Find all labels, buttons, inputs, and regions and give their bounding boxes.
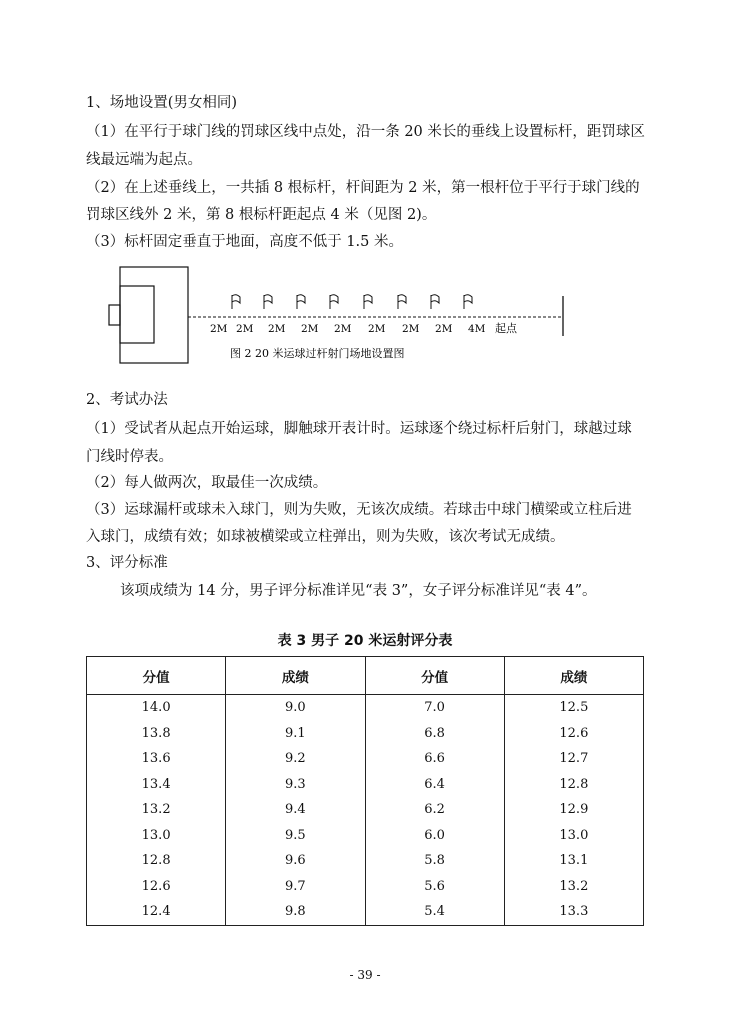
flag-pole-icon <box>232 295 240 309</box>
paragraph-line: （1）在平行于球门线的罚球区线中点处，沿一条 20 米长的垂线上设置标杆，距罚球区 <box>86 124 645 140</box>
page-number: - 39 - <box>349 968 381 982</box>
table-cell: 6.6 <box>365 746 504 772</box>
header-result: 成绩 <box>504 657 643 695</box>
header-result: 成绩 <box>226 657 365 695</box>
table-row <box>87 721 644 747</box>
flag-pole-icon <box>330 295 338 309</box>
table-cell: 6.4 <box>365 772 504 798</box>
scoring-table <box>86 656 644 926</box>
distance-label: 2M <box>236 323 254 335</box>
start-label: 起点 <box>495 322 517 335</box>
table-cell: 9.2 <box>226 746 365 772</box>
table-cell: 14.0 <box>87 695 226 721</box>
table-cell: 13.8 <box>87 721 226 747</box>
table-cell: 5.4 <box>365 899 504 925</box>
header-score: 分值 <box>365 657 504 695</box>
flag-poles <box>232 295 472 309</box>
table-cell: 9.6 <box>226 848 365 874</box>
table-cell: 12.6 <box>87 874 226 900</box>
table-cell: 13.2 <box>87 797 226 823</box>
table-cell: 9.4 <box>226 797 365 823</box>
table-cell: 9.1 <box>226 721 365 747</box>
table-cell: 13.3 <box>504 899 643 925</box>
distance-label: 2M <box>210 323 228 335</box>
table-cell: 5.6 <box>365 874 504 900</box>
header-score: 分值 <box>87 657 226 695</box>
table-cell: 13.4 <box>87 772 226 798</box>
distance-label: 2M <box>268 323 286 335</box>
section-heading-site-setup: 1、场地设置(男女相同) <box>86 95 238 111</box>
table-header-row <box>87 657 644 695</box>
table-row <box>87 746 644 772</box>
flag-pole-icon <box>364 295 372 309</box>
table-cell: 13.0 <box>504 823 643 849</box>
section-heading-test-method: 2、考试办法 <box>86 392 168 408</box>
paragraph-line: （2）每人做两次，取最佳一次成绩。 <box>86 475 328 491</box>
table-row <box>87 772 644 798</box>
paragraph-line: （1）受试者从起点开始运球，脚触球开表计时。运球逐个绕过标杆后射门，球越过球 <box>86 421 632 437</box>
goal-area <box>120 286 154 343</box>
table-cell: 12.4 <box>87 899 226 925</box>
flag-pole-icon <box>297 295 305 309</box>
table-cell: 9.7 <box>226 874 365 900</box>
distance-label: 4M <box>468 323 486 335</box>
distance-label: 2M <box>301 323 319 335</box>
distance-label: 2M <box>435 323 453 335</box>
distance-labels <box>210 323 486 335</box>
distance-label: 2M <box>368 323 386 335</box>
paragraph-line: （3）标杆固定垂直于地面，高度不低于 1.5 米。 <box>86 234 404 250</box>
table-row <box>87 695 644 721</box>
paragraph-line: 罚球区线外 2 米，第 8 根标杆距起点 4 米（见图 2)。 <box>86 207 437 223</box>
figure-caption: 图 2 20 米运球过杆射门场地设置图 <box>230 347 405 360</box>
paragraph-line: （3）运球漏杆或球未入球门，则为失败，无该次成绩。若球击中球门横梁或立柱后进 <box>86 502 632 518</box>
table-cell: 12.7 <box>504 746 643 772</box>
table-cell: 9.8 <box>226 899 365 925</box>
table-title: 表 3 男子 20 米运射评分表 <box>277 633 453 649</box>
table-row <box>87 874 644 900</box>
section-heading-scoring: 3、评分标准 <box>86 555 168 571</box>
distance-label: 2M <box>402 323 420 335</box>
flag-pole-icon <box>398 295 406 309</box>
table-row <box>87 797 644 823</box>
flag-pole-icon <box>431 295 439 309</box>
flag-pole-icon <box>264 295 272 309</box>
table-cell: 12.8 <box>87 848 226 874</box>
table-row <box>87 848 644 874</box>
table-cell: 12.6 <box>504 721 643 747</box>
table-cell: 12.9 <box>504 797 643 823</box>
flag-pole-icon <box>464 295 472 309</box>
paragraph-line: 该项成绩为 14 分，男子评分标准详见“表 3”，女子评分标准详见“表 4”。 <box>120 583 597 599</box>
table-cell: 9.3 <box>226 772 365 798</box>
table-cell: 13.0 <box>87 823 226 849</box>
table-cell: 13.6 <box>87 746 226 772</box>
paragraph-line: 入球门，成绩有效；如球被横梁或立柱弹出，则为失败，该次考试无成绩。 <box>86 529 565 545</box>
paragraph-line: （2）在上述垂线上，一共插 8 根标杆，杆间距为 2 米，第一根杆位于平行于球门线的 <box>86 180 640 196</box>
table-cell: 9.5 <box>226 823 365 849</box>
table-cell: 9.0 <box>226 695 365 721</box>
table-cell: 6.0 <box>365 823 504 849</box>
table-cell: 12.8 <box>504 772 643 798</box>
distance-label: 2M <box>334 323 352 335</box>
table-cell: 13.2 <box>504 874 643 900</box>
table-cell: 12.5 <box>504 695 643 721</box>
field-setup-diagram <box>100 262 580 372</box>
goal <box>109 305 120 325</box>
table-cell: 7.0 <box>365 695 504 721</box>
table-cell: 5.8 <box>365 848 504 874</box>
table-row <box>87 899 644 925</box>
paragraph-line: 线最远端为起点。 <box>86 152 202 168</box>
table-cell: 6.8 <box>365 721 504 747</box>
table-row <box>87 823 644 849</box>
table-cell: 6.2 <box>365 797 504 823</box>
table-cell: 13.1 <box>504 848 643 874</box>
paragraph-line: 门线时停表。 <box>86 449 173 465</box>
